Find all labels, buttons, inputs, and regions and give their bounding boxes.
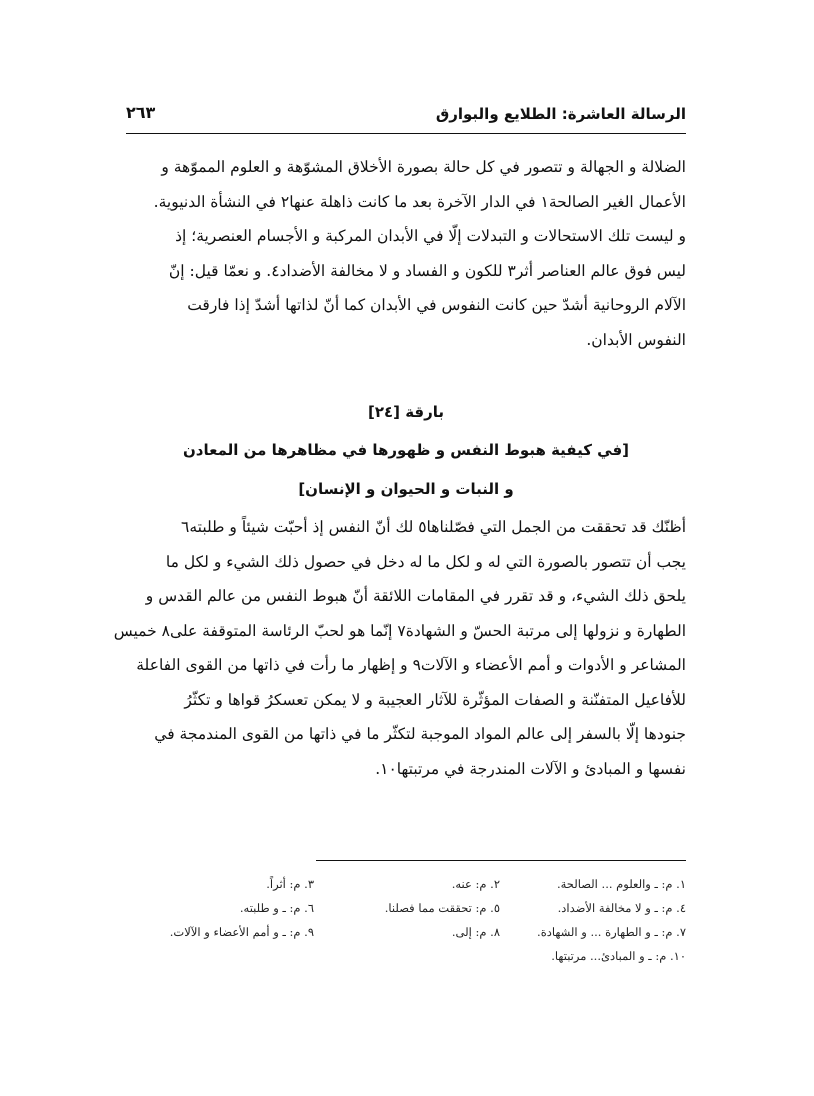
footnote-row bbox=[126, 944, 686, 968]
text-line: أظنّك قد تحققت من الجمل التي فصّلناها٥ لك أنّ النفس إذ أحبّت شيئاً و طلبته٦ bbox=[181, 518, 686, 536]
section-number: بارقة [٢٤] bbox=[367, 403, 445, 421]
footnote: ٤. م: ـ و لا مخالفة الأضداد. bbox=[557, 901, 686, 915]
section-title-line-2: و النبات و الحيوان و الإنسان] bbox=[298, 480, 514, 498]
footnote-row bbox=[126, 896, 686, 920]
footnote: ٢. م: عنه. bbox=[451, 877, 500, 891]
text-line: الطهارة و نزولها إلى مرتبة الحسّ و الشهادة٧ إنّما هو لحبّ الرئاسة المتوقفة على٨ خميس bbox=[113, 621, 686, 640]
footnote: ٩. م: ـ و أمم الأعضاء و الآلات. bbox=[169, 925, 314, 939]
text-line: و ليست تلك الاستحالات و التبدلات إلّا في الأبدان المركبة و الأجسام العنصرية؛ إذ bbox=[175, 227, 686, 245]
footnote: ٦. م: ـ و طلبته. bbox=[239, 901, 314, 915]
footnote: ٨. م: إلى. bbox=[451, 925, 500, 939]
text-line: يلحق ذلك الشيء، و قد تقرر في المقامات اللائقة أنّ هبوط النفس من عالم القدس و bbox=[145, 587, 686, 605]
text-line: للأفاعيل المتفنّنة و الصفات المؤثّرة للآثار العجيبة و لا يمكن تعسكرُ قواها و تكثّرُ bbox=[184, 690, 686, 709]
footnote: ١. م: ـ والعلوم ... الصالحة. bbox=[556, 877, 686, 891]
text-line: الأعمال الغير الصالحة١ في الدار الآخرة بعد ما كانت ذاهلة عنها٢ في النشأة الدنيوية. bbox=[153, 192, 686, 211]
footnotes bbox=[126, 872, 686, 968]
page-number: ٢٦٣ bbox=[126, 103, 156, 122]
section-title-line-1: [في كيفية هبوط النفس و ظهورها في مظاهرها من المعادن bbox=[182, 441, 630, 459]
text-line: ليس فوق عالم العناصر أثر٣ للكون و الفساد و لا مخالفة الأضداد٤. و نعمّا قيل: إنّ bbox=[168, 261, 686, 280]
text-line: نفسها و المبادئ و الآلات المندرجة في مرتبتها١٠. bbox=[375, 759, 686, 778]
footnote: ١٠. م: ـ و المبادئ... مرتبتها. bbox=[551, 949, 686, 963]
running-header bbox=[126, 101, 686, 131]
section-paragraph bbox=[113, 510, 686, 786]
text-line: النفوس الأبدان. bbox=[586, 330, 686, 349]
footnote-rule bbox=[316, 860, 686, 861]
text-line: الضلالة و الجهالة و تتصور في كل حالة بصورة الأخلاق المشوّهة و العلوم المموّهة و bbox=[161, 158, 686, 176]
footnote: ٧. م: ـ و الطهارة ... و الشهادة. bbox=[537, 925, 686, 939]
footnote-row bbox=[126, 920, 686, 944]
text-line: الآلام الروحانية أشدّ حين كانت النفوس في الأبدان كما أنّ لذاتها أشدّ إذا فارقت bbox=[187, 296, 686, 314]
text-line: يجب أن تتصور بالصورة التي له و لكل ما له دخل في حصول ذلك الشيء و لكل ما bbox=[165, 552, 686, 571]
text-line: جنودها إلّا بالسفر إلى عالم المواد الموجبة لتكثّر ما في ذاتها من القوى المندمجة في bbox=[154, 725, 686, 743]
footnote: ٥. م: تحققت مما فصلنا. bbox=[384, 901, 500, 915]
footnote: ٣. م: أثراً. bbox=[266, 877, 314, 891]
header-rule bbox=[126, 133, 686, 134]
footnote-row bbox=[126, 872, 686, 896]
text-line: المشاعر و الأدوات و أمم الأعضاء و الآلات٩ و إظهار ما رأت في ذاتها من القوى الفاعلة bbox=[136, 656, 686, 674]
intro-paragraph bbox=[126, 150, 686, 357]
running-title: الرسالة العاشرة: الطلايع والبوارق bbox=[435, 105, 686, 123]
